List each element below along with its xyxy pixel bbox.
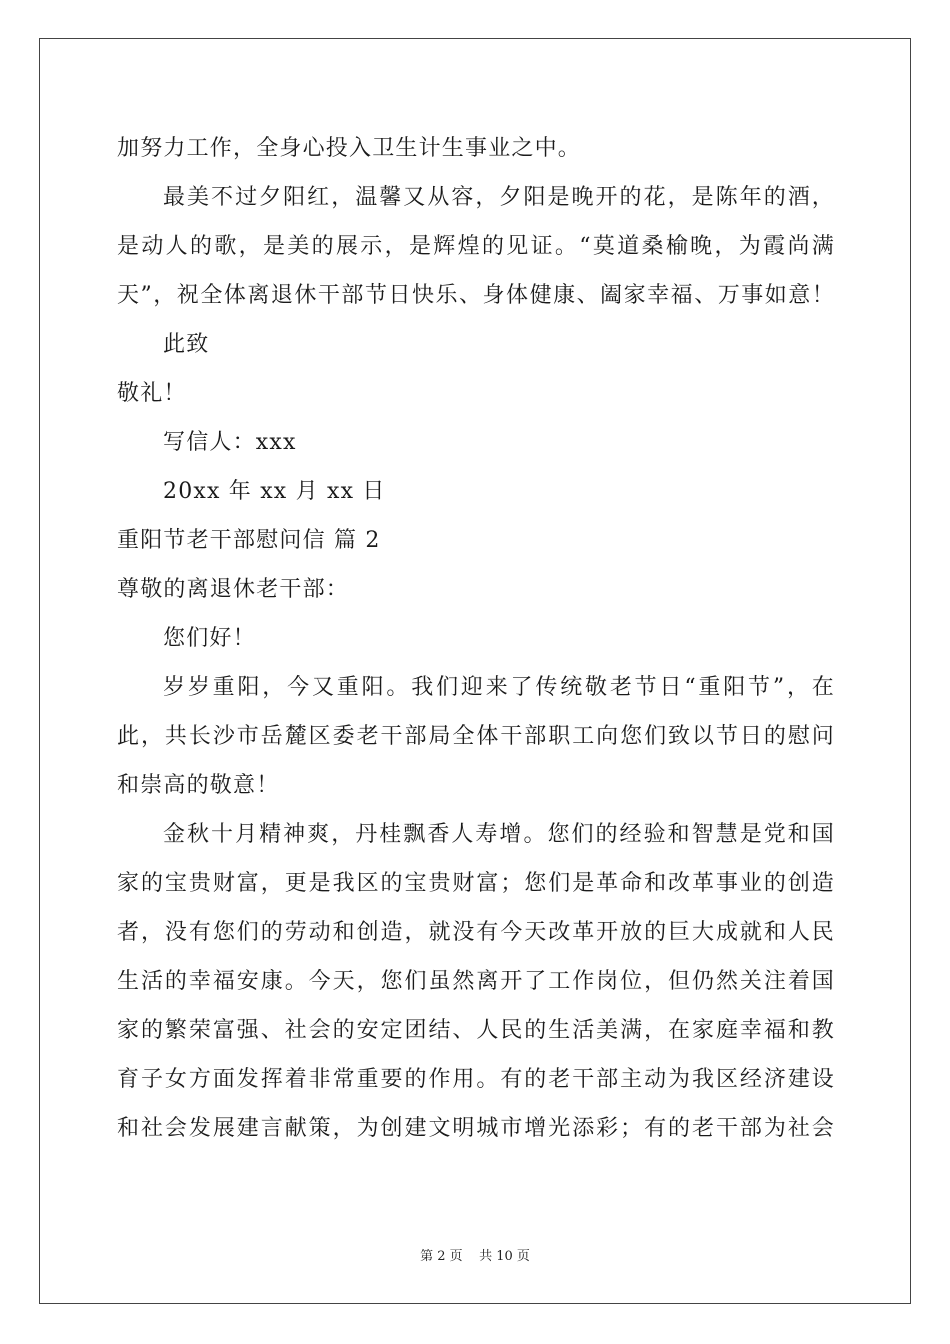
text-line-18: 生活的幸福安康。今天，您们虽然离开了工作岗位，但仍然关注着国 [117, 969, 835, 994]
salutation-closing: 此致 [163, 332, 210, 357]
text-line-15: 金秋十月精神爽，丹桂飘香人寿增。您们的经验和智慧是党和国 [163, 822, 835, 847]
text-line-2: 最美不过夕阳红，温馨又从容，夕阳是晚开的花，是陈年的酒， [163, 185, 835, 210]
page-number: 第 2 页 共 10 页 [420, 1249, 530, 1264]
respect-closing: 敬礼！ [117, 381, 187, 406]
greeting-hello: 您们好！ [163, 626, 256, 651]
text-line-3: 是动人的歌，是美的展示，是辉煌的见证。“莫道桑榆晚，为霞尚满 [117, 234, 835, 259]
text-line-19: 家的繁荣富强、社会的安定团结、人民的生活美满，在家庭幸福和教 [117, 1018, 835, 1043]
text-line-20: 育子女方面发挥着非常重要的作用。有的老干部主动为我区经济建设 [117, 1067, 835, 1092]
text-line-21: 和社会发展建言献策，为创建文明城市增光添彩；有的老干部为社会 [117, 1116, 835, 1141]
text-line-16: 家的宝贵财富，更是我区的宝贵财富；您们是革命和改革事业的创造 [117, 871, 835, 896]
text-line-4: 天”，祝全体离退休干部节日快乐、身体健康、阖家幸福、万事如意！ [117, 283, 835, 308]
text-line-17: 者，没有您们的劳动和创造，就没有今天改革开放的巨大成就和人民 [117, 920, 835, 945]
letter-body [117, 124, 835, 1153]
text-line-14: 和崇高的敬意！ [117, 773, 280, 798]
text-line-12: 岁岁重阳，今又重阳。我们迎来了传统敬老节日“重阳节”，在 [163, 675, 835, 700]
greeting-recipient: 尊敬的离退休老干部： [117, 577, 350, 602]
section-title: 重阳节老干部慰问信 篇 2 [117, 528, 381, 553]
text-line-13: 此，共长沙市岳麓区委老干部局全体干部职工向您们致以节日的慰问 [117, 724, 835, 749]
signature-date: 20xx 年 xx 月 xx 日 [163, 479, 386, 504]
text-line-1: 加努力工作，全身心投入卫生计生事业之中。 [117, 136, 582, 161]
signature-writer: 写信人：xxx [163, 430, 297, 455]
